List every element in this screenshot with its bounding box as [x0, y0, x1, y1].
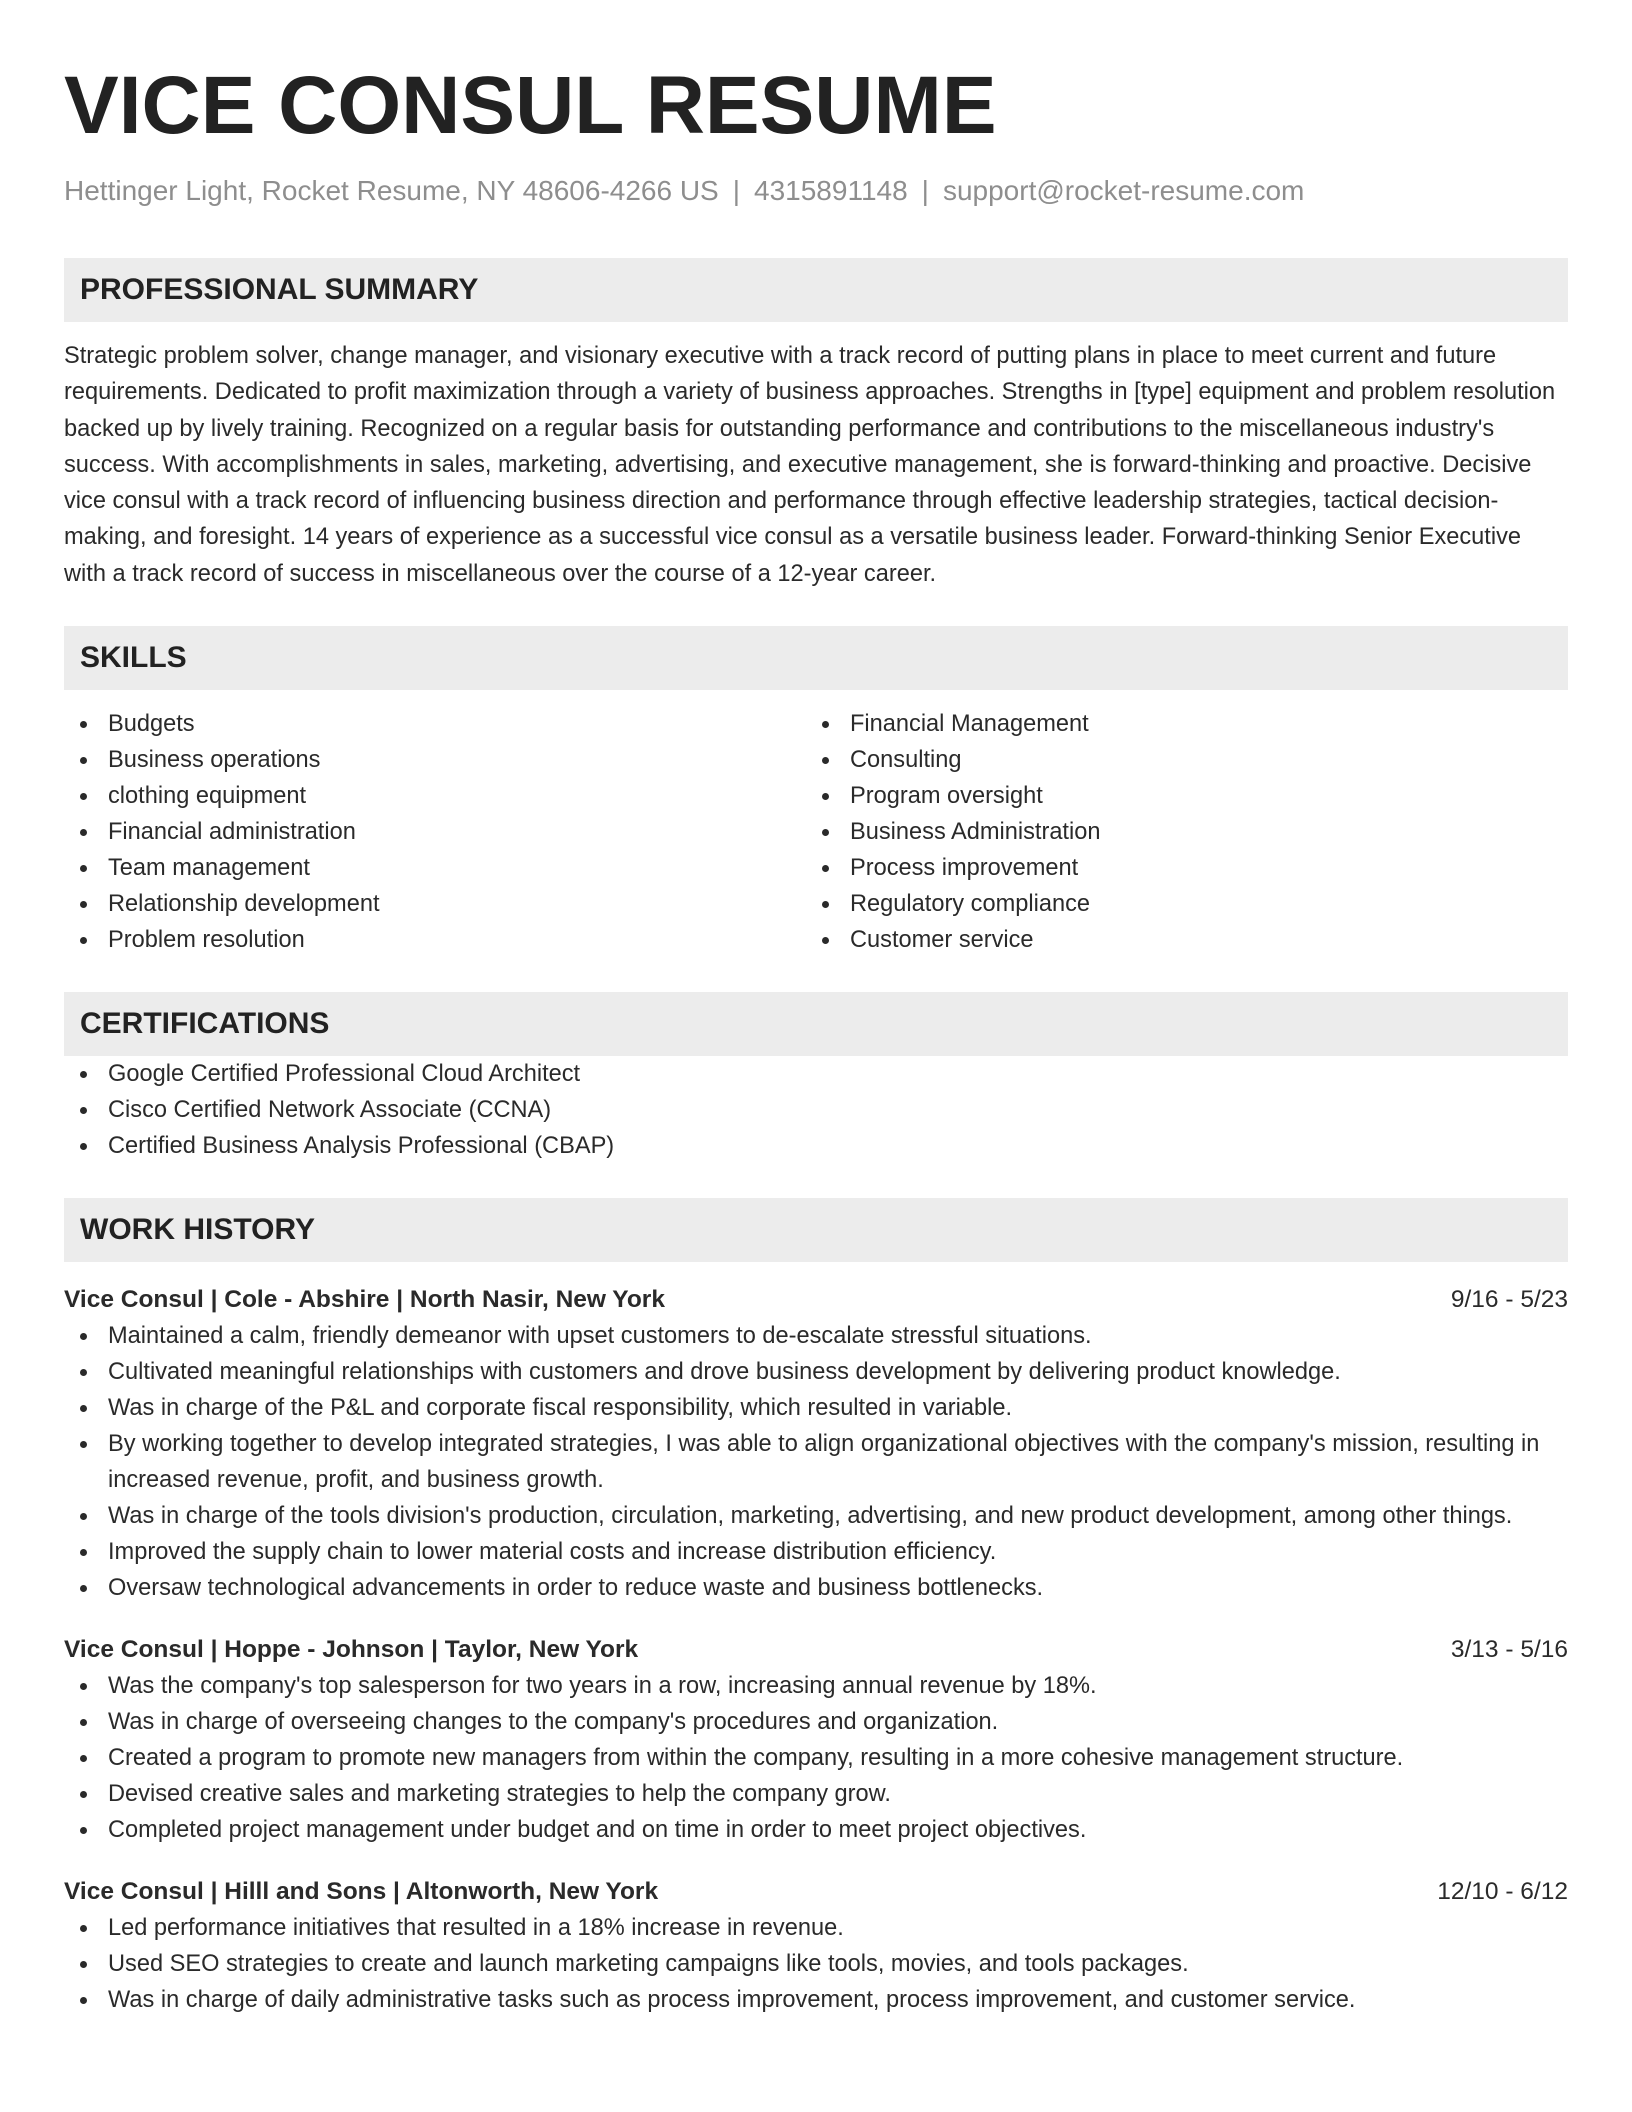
job-bullet: Was in charge of the tools division's production, circulation, marketing, advertising, and new product development, among other things. [64, 1498, 1568, 1534]
contact-separator: | [732, 175, 741, 206]
work-history-list [64, 1282, 1568, 2018]
contact-separator: | [921, 175, 929, 206]
job-bullet: Created a program to promote new managers from within the company, resulting in a more cohesive management structure. [64, 1740, 1568, 1776]
skills-heading: SKILLS [64, 626, 1568, 690]
job-bullet-list [64, 1668, 1568, 1848]
skill-item: Business Administration [806, 814, 1548, 850]
summary-heading: PROFESSIONAL SUMMARY [64, 258, 1568, 322]
job-bullet: Completed project management under budget and on time in order to meet project objectives. [64, 1812, 1568, 1848]
skill-item: Problem resolution [64, 922, 806, 958]
contact-line [64, 174, 1568, 208]
certifications-heading: CERTIFICATIONS [64, 992, 1568, 1056]
certification-item: Certified Business Analysis Professional (CBAP) [64, 1128, 1568, 1164]
job-bullet-list [64, 1318, 1568, 1606]
work-history-heading: WORK HISTORY [64, 1198, 1568, 1262]
skills-left-list [64, 706, 806, 958]
job-bullet: Used SEO strategies to create and launch marketing campaigns like tools, movies, and tools packages. [64, 1946, 1568, 1982]
job-bullet: Devised creative sales and marketing strategies to help the company grow. [64, 1776, 1568, 1812]
job-bullet: Was in charge of daily administrative tasks such as process improvement, process improvement, and customer service. [64, 1982, 1568, 2018]
contact-email: support@rocket-resume.com [942, 175, 1305, 206]
job-bullet: Cultivated meaningful relationships with customers and drove business development by delivering product knowledge. [64, 1354, 1568, 1390]
job-bullet: Improved the supply chain to lower material costs and increase distribution efficiency. [64, 1534, 1568, 1570]
job-bullet: By working together to develop integrated strategies, I was able to align organizational objectives with the company's mission, resulting in increased revenue, profit, and business growth. [64, 1426, 1568, 1498]
skills-right-list [806, 706, 1548, 958]
job-header [64, 1632, 1568, 1668]
job-title: Vice Consul | Hoppe - Johnson | Taylor, New York [64, 1636, 639, 1664]
skill-item: Consulting [806, 742, 1548, 778]
skill-item: Customer service [806, 922, 1548, 958]
job-header [64, 1282, 1568, 1318]
job-bullet: Oversaw technological advancements in order to reduce waste and business bottlenecks. [64, 1570, 1568, 1606]
job-title: Vice Consul | Cole - Abshire | North Nasir, New York [64, 1286, 665, 1314]
resume-title: VICE CONSUL RESUME [64, 60, 997, 151]
skill-item: Financial administration [64, 814, 806, 850]
job-title: Vice Consul | Hilll and Sons | Altonworth, New York [64, 1878, 659, 1906]
certification-item: Cisco Certified Network Associate (CCNA) [64, 1092, 1568, 1128]
contact-phone: 4315891148 [754, 175, 908, 206]
job-entry [64, 1874, 1568, 2018]
job-entry [64, 1632, 1568, 1848]
job-bullet: Was the company's top salesperson for two years in a row, increasing annual revenue by 18%. [64, 1668, 1568, 1704]
job-dates: 3/13 - 5/16 [1450, 1636, 1568, 1664]
skill-item: Process improvement [806, 850, 1548, 886]
skill-item: clothing equipment [64, 778, 806, 814]
skill-item: Financial Management [806, 706, 1548, 742]
job-dates: 9/16 - 5/23 [1450, 1286, 1568, 1314]
job-header [64, 1874, 1568, 1910]
skill-item: Program oversight [806, 778, 1548, 814]
job-bullet: Maintained a calm, friendly demeanor with upset customers to de-escalate stressful situations. [64, 1318, 1568, 1354]
skill-item: Team management [64, 850, 806, 886]
skills-grid [64, 706, 1568, 958]
job-bullet: Was in charge of the P&L and corporate fiscal responsibility, which resulted in variable. [64, 1390, 1568, 1426]
job-bullet: Was in charge of overseeing changes to the company's procedures and organization. [64, 1704, 1568, 1740]
job-bullet-list [64, 1910, 1568, 2018]
certification-item: Google Certified Professional Cloud Architect [64, 1056, 1568, 1092]
skill-item: Business operations [64, 742, 806, 778]
skill-item: Relationship development [64, 886, 806, 922]
certifications-list [64, 1056, 1568, 1164]
job-dates: 12/10 - 6/12 [1437, 1878, 1568, 1906]
skill-item: Budgets [64, 706, 806, 742]
job-entry [64, 1282, 1568, 1606]
skill-item: Regulatory compliance [806, 886, 1548, 922]
summary-text: Strategic problem solver, change manager, and visionary executive with a track record of putting plans in place to meet current and future requirements. Dedicated to profit maximization through a variety of business approaches. Strengths in [type] equipment and problem resolution backed up by lively training. Recognized on a regular basis for outstanding performance and contributions to the miscellaneous industry's success. With accomplishments in sales, marketing, advertising, and executive management, she is forward-thinking and proactive. Decisive vice consul with a track record of influencing business direction and performance through effective leadership strategies, tactical decision-making, and foresight. 14 years of experience as a successful vice consul as a versatile business leader. Forward-thinking Senior Executive with a track record of success in miscellaneous over the course of a 12-year career. [64, 343, 1556, 587]
job-bullet: Led performance initiatives that resulted in a 18% increase in revenue. [64, 1910, 1568, 1946]
contact-address: Hettinger Light, Rocket Resume, NY 48606-4266 US [64, 175, 719, 206]
